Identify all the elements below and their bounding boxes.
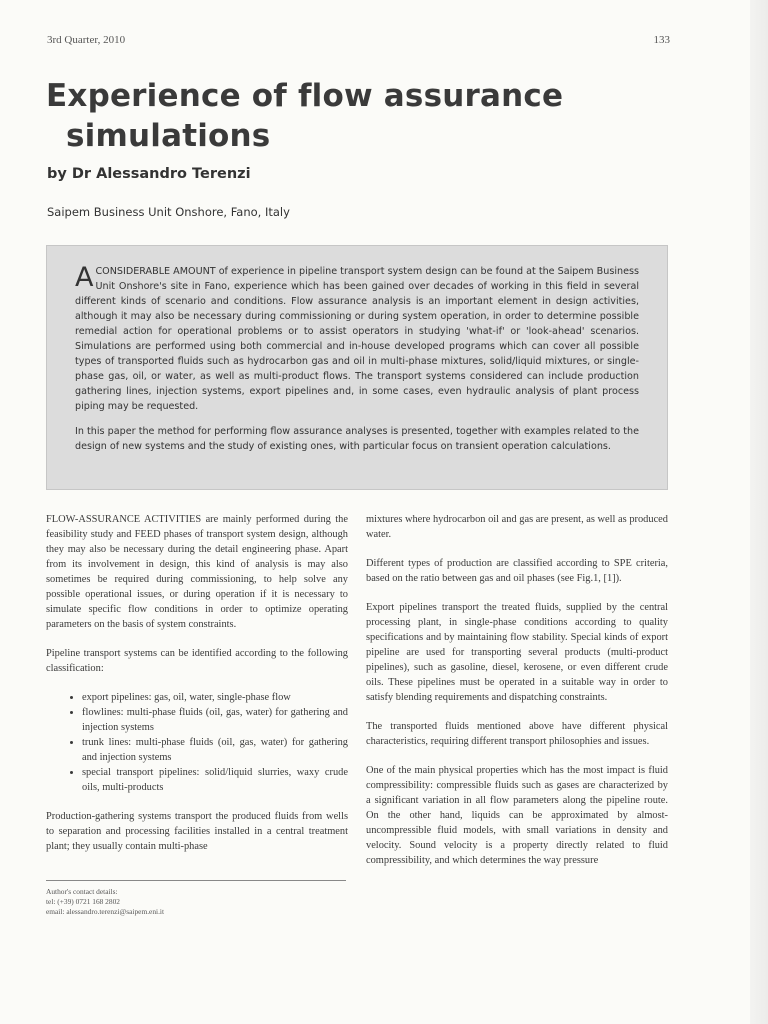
body-paragraph: Export pipelines transport the treated fluids, supplied by the central processing plant, in single-phase conditions according to quality specifications and by maintaining flow stability. Special kinds of export pipeline are used for transporting several products (multi-product pipelines), such as gasoline, diesel, kerosene, or even different crude oils. These pipelines must be operated in a suitable way in order to satisfy blending requirements and dispatching constraints.	[366, 602, 668, 703]
body-column-left	[46, 512, 348, 868]
page-edge	[750, 0, 768, 1024]
page-number: 133	[653, 34, 670, 46]
footnote-email: email: alessandro.terenzi@saipem.eni.it	[46, 907, 165, 916]
title-line-2: simulations	[66, 118, 271, 154]
list-item: • special transport pipelines: solid/liquid slurries, waxy crude oils, multi-products	[82, 765, 348, 795]
abstract-paragraph-2: In this paper the method for performing flow assurance analyses is presented, together with examples related to the design of new systems and the study of existing ones, with particular focus on transient operation calculations.	[75, 426, 639, 452]
body-paragraph	[46, 512, 348, 632]
drop-cap: A	[75, 262, 94, 293]
abstract-text: of experience in pipeline transport system design can be found at the Saipem Business Unit Onshore's site in Fano, experience which has been gained over decades of working in this field in several different kinds of scenario and conditions. Flow assurance analysis is an important element in design activities, although it may also be necessary during commissioning or during system operation, in order to determine possible remedial action for operational problems or to assist operators in studying 'what-if' or 'look-ahead' scenarios. Simulations are performed using both commercial and in-house developed programs which can cover all possible types of transported fluids such as hydrocarbon gas and oil in multi-phase mixtures, solid/liquid mixtures, or single-phase gas, oil, or water, as well as multi-product flows. The transport systems considered can include production gathering lines, injection systems, export pipelines and, in some cases, even hydraulic analysis of plant process piping may be requested.	[75, 266, 639, 412]
body-paragraph: Different types of production are classified according to SPE criteria, based on the ratio between gas and oil phases (see Fig.1, [1]).	[366, 558, 668, 584]
body-paragraph: mixtures where hydrocarbon oil and gas are present, as well as produced water.	[366, 514, 668, 540]
abstract-lead-caps: CONSIDERABLE AMOUNT	[95, 266, 216, 277]
body-text: are mainly performed during the feasibility study and FEED phases of transport system design, although they may also be necessary during the detail engineering phase. Apart from its involvement in design, this kind of analysis is may also sometimes be required during commissioning, to help solve any possible operational issues, or during operation if it is necessary to simulate specific flow conditions in order to optimize operating parameters on the basis of system constraints.	[46, 514, 348, 630]
running-head	[47, 34, 670, 46]
author-contact-footnote	[46, 880, 346, 917]
body-paragraph: The transported fluids mentioned above have different physical characteristics, requiring different transport philosophies and issues.	[366, 721, 668, 747]
issue-date: 3rd Quarter, 2010	[47, 34, 126, 46]
body-paragraph: Pipeline transport systems can be identified according to the following classification:	[46, 648, 348, 674]
section-lead-caps: FLOW-ASSURANCE ACTIVITIES	[46, 514, 202, 525]
list-item: • export pipelines: gas, oil, water, single-phase flow	[82, 690, 348, 705]
article-title	[46, 76, 646, 156]
abstract-box	[46, 245, 668, 490]
body-column-right	[366, 512, 668, 882]
body-paragraph: One of the main physical properties which has the most impact is fluid compressibility: compressible fluids such as gases are characterized by a significant variation in all flow parameters along the pipeline route. On the other hand, liquids can be approximated by almost-uncompressible fluid models, with small variations in density and velocity. Sound velocity is a property directly related to fluid compressibility, and which determines the way pressure	[366, 765, 668, 866]
author-affiliation: Saipem Business Unit Onshore, Fano, Italy	[47, 205, 290, 219]
title-line-1: Experience of flow assurance	[46, 78, 564, 114]
author-byline: by Dr Alessandro Terenzi	[47, 166, 251, 182]
list-item: • trunk lines: multi-phase fluids (oil, gas, water) for gathering and injection systems	[82, 735, 348, 765]
abstract-paragraph-1	[75, 264, 639, 414]
classification-list	[46, 690, 348, 795]
body-paragraph: Production-gathering systems transport the produced fluids from wells to separation and processing facilities installed in a central treatment plant; they usually contain multi-phase	[46, 811, 348, 852]
footnote-phone: tel: (+39) 0721 168 2802	[46, 897, 120, 906]
list-item: • flowlines: multi-phase fluids (oil, gas, water) for gathering and injection systems	[82, 705, 348, 735]
footnote-label: Author's contact details:	[46, 887, 118, 896]
